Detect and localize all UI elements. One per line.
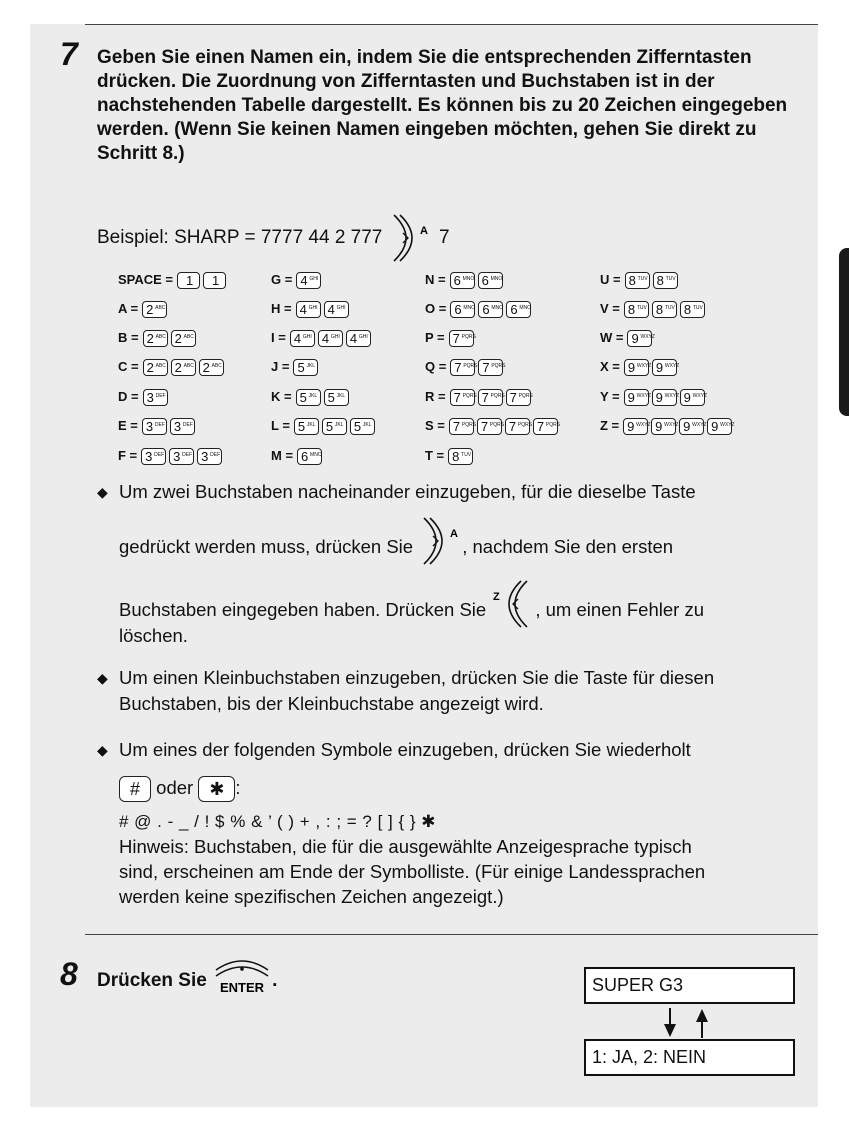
keymap-entry [271,270,324,290]
keymap-entry [600,299,708,319]
digit-key-number: 6 [301,449,309,465]
digit-key-number: 8 [656,273,664,289]
keymap-entry [425,328,477,348]
keymap-letter: X = [600,359,620,374]
digit-key-icon [680,301,705,318]
digit-key-letters: WXYZ [664,393,680,400]
symbol-list: # @ . - _ / ! $ % & ’ ( ) + , : ; = ? [ ] { } ✱ [119,812,436,831]
nav-left-z-icon [491,578,535,630]
keymap-entry [600,357,680,377]
example-prefix: Beispiel: SHARP = 7777 44 2 777 [97,227,383,248]
digit-key-letters: DEF [154,452,165,459]
keymap-letter: W = [600,330,624,345]
display-toggle-arrows-icon [655,1006,715,1040]
digit-key-number: 3 [173,449,181,465]
digit-key-letters: DEF [182,422,193,429]
bullet-1-line-3-pre: Buchstaben eingegeben haben. Drücken Sie [119,598,487,620]
digit-key-icon [143,359,168,376]
keymap-letter: B = [118,330,139,345]
digit-key-letters: WXYZ [664,363,680,370]
digit-key-number: 6 [481,273,489,289]
digit-key-number: 9 [655,360,664,376]
digit-key-icon [171,330,196,347]
digit-key-icon [477,418,505,435]
digit-key-icon [506,389,531,406]
digit-key-icon [324,389,349,406]
digit-key-number: 5 [327,390,335,406]
step-7-number: 7 [60,36,78,72]
digit-key-letters: PQRS [462,393,477,400]
bullet-2-line-1: Um einen Kleinbuchstaben einzugeben, drücken Sie die Taste für diesen [119,667,715,688]
digit-key-letters: GHI [302,334,312,341]
keymap-letter: I = [271,330,286,345]
keymap-letter: D = [118,389,139,404]
digit-key-number: 6 [454,302,462,318]
digit-key-icon [142,418,167,435]
digit-key-icon [624,389,652,406]
keymap-entry [600,328,655,348]
example-line [97,212,450,264]
digit-key-letters: PQRS [518,393,533,400]
keymap-entry [271,387,352,407]
digit-key-icon [318,330,343,347]
digit-key-icon [478,272,503,289]
digit-key-number: 7 [454,360,462,376]
svg-text:Z: Z [493,591,501,603]
digit-key-icon [448,448,473,465]
digit-key-letters: DEF [210,452,221,459]
digit-key-icon [449,418,477,435]
section-divider [85,934,818,935]
bullet-1-line-2-pre: gedrückt werden muss, drücken Sie [119,535,414,557]
star-key: ✱ [198,776,235,802]
digit-key-number: 4 [299,302,307,318]
digit-key-icon [177,272,200,289]
digit-key-number: 9 [655,419,663,435]
top-rule [85,24,818,25]
keymap-entry [118,446,225,466]
digit-key-icon [169,448,194,465]
digit-key-letters: MNO [463,305,475,312]
digit-key-letters: GHI [358,334,368,341]
digit-key-number: 7 [508,419,517,435]
keymap-entry [425,446,476,466]
digit-key-icon [478,389,503,406]
digit-key-letters: TUV [637,276,648,283]
keymap-letter: SPACE = [118,272,174,287]
digit-key-letters: ABC [155,334,166,341]
keymap-entry [425,416,561,436]
digit-key-icon [142,301,167,318]
nav-right-a-icon [388,212,434,264]
keymap-entry [118,357,227,377]
example-suffix: 7 [438,227,450,248]
digit-key-letters: TUV [664,305,675,312]
bullet-diamond-icon: ◆ [97,670,108,686]
digit-key-letters: TUV [665,276,676,283]
digit-key-letters: GHI [308,305,318,312]
digit-key-icon [294,418,319,435]
digit-key-letters: MNO [462,276,475,283]
keymap-entry [118,328,199,348]
digit-key-icon [652,359,680,376]
keymap-entry [600,416,735,436]
digit-key-letters: PQRS [461,334,476,341]
keymap-letter: E = [118,418,138,433]
digit-key-icon [651,418,679,435]
digit-key-letters: WXYZ [636,422,651,429]
digit-key-letters: MNO [519,305,531,312]
digit-key-icon [290,330,315,347]
keymap-letter: H = [271,301,292,316]
digit-key-number: 7 [452,331,460,347]
digit-key-icon [296,301,321,318]
bullet-1-line-1: Um zwei Buchstaben nacheinander einzugeben, für die dieselbe Taste [119,481,696,502]
digit-key-number: 4 [349,331,358,347]
keymap-letter: C = [118,359,139,374]
keymap-entry [600,387,708,407]
digit-key-icon [478,301,503,318]
digit-key-number: 7 [481,390,489,406]
digit-key-icon [625,272,650,289]
digit-key-letters: PQRS [490,393,505,400]
digit-key-letters: DEF [182,452,193,459]
digit-key-letters: ABC [183,363,194,370]
enter-key-icon [212,958,272,998]
digit-key-icon [449,330,474,347]
digit-key-letters: JKL [336,393,346,400]
step-8-text-post: . [272,970,278,992]
digit-key-number: 5 [299,390,307,406]
digit-key-number: 6 [510,302,518,318]
digit-key-letters: PQRS [463,363,478,370]
keymap-letter: O = [425,301,447,316]
digit-key-number: 5 [353,419,362,435]
digit-key-letters: GHI [330,334,340,341]
digit-key-letters: GHI [336,305,346,312]
digit-key-icon [293,359,318,376]
keymap-letter: L = [271,418,290,433]
svg-text:A: A [450,528,459,540]
bullet-1-line-3-post: , um einen Fehler zu [535,598,704,620]
digit-key-number: 7 [536,419,545,435]
digit-key-letters: JKL [334,422,344,429]
digit-key-number: 9 [683,419,691,435]
symbol-keys-line [119,775,241,802]
digit-key-letters: WXYZ [664,422,679,429]
keymap-letter: T = [425,448,445,463]
digit-key-number: 6 [453,273,461,289]
digit-key-number: 2 [146,331,154,347]
keymap-entry [118,387,171,407]
keymap-letter: S = [425,418,445,433]
digit-key-number: 6 [482,302,490,318]
step-8-instruction [97,964,277,998]
bullet-2-line-2: Buchstaben, bis der Kleinbuchstabe angezeigt wird. [119,693,544,714]
digit-key-letters: WXYZ [636,363,652,370]
digit-key-letters: PQRS [461,422,477,429]
digit-key-number: 5 [297,360,305,376]
keymap-letter: J = [271,359,290,374]
digit-key-number: 5 [297,419,306,435]
digit-key-letters: DEF [155,393,166,400]
digit-key-number: 1 [186,273,194,289]
digit-key-number: 2 [202,360,210,376]
note-line-2: sind, erscheinen am Ende der Symbolliste. (Für einige Landessprachen [119,861,706,882]
bullet-1-line-2-post: , nachdem Sie den ersten [462,535,674,557]
digit-key-icon [199,359,224,376]
svg-text:ENTER: ENTER [220,980,265,995]
digit-key-number: 7 [482,360,490,376]
digit-key-number: 9 [627,390,635,406]
digit-key-number: 8 [628,273,636,289]
digit-key-icon [652,389,680,406]
bullet-1-line-4: löschen. [119,625,188,646]
keymap-entry [118,299,170,319]
digit-key-letters: WXYZ [636,393,652,400]
keymap-letter: V = [600,301,620,316]
digit-key-number: 9 [627,419,635,435]
digit-key-letters: WXYZ [692,393,708,400]
digit-key-icon [450,301,475,318]
digit-key-icon [652,301,677,318]
digit-key-letters: JKL [308,393,318,400]
digit-key-letters: WXYZ [720,422,735,429]
digit-key-icon [680,389,708,406]
digit-key-icon [171,359,196,376]
digit-key-letters: MNO [310,452,322,459]
bullet-1-line-2 [119,529,673,567]
bullet-3-line-1: Um eines der folgenden Symbole einzugeben, drücken Sie wiederholt [119,739,691,760]
keymap-letter: Q = [425,359,447,374]
colon-text: : [235,777,241,798]
keymap-entry [425,270,506,290]
digit-key-letters: PQRS [545,422,561,429]
digit-key-letters: ABC [155,305,166,312]
digit-key-number: 9 [631,331,639,347]
digit-key-number: 5 [325,419,334,435]
digit-key-icon [350,418,375,435]
step-7-instruction: Geben Sie einen Namen ein, indem Sie die entsprechenden Zifferntasten drücken. Die Zuordnung von Zifferntasten und Buchstaben ist in der nachstehenden Tabelle dargestellt. Es können bis zu 20 Zeichen eingegeben werden. (Wenn Sie keinen Namen eingeben möchten, gehen Sie direkt zu Schritt 8.) [97,47,788,164]
keymap-letter: Z = [600,418,620,433]
digit-key-letters: WXYZ [640,334,655,341]
bullet-diamond-icon: ◆ [97,484,108,500]
digit-key-number: 3 [173,419,182,435]
digit-key-letters: MNO [490,276,503,283]
digit-key-icon [297,448,322,465]
digit-key-icon [324,301,349,318]
digit-key-icon [143,389,168,406]
digit-key-icon [478,359,506,376]
keymap-letter: U = [600,272,621,287]
bullet-diamond-icon: ◆ [97,742,108,758]
digit-key-number: 3 [145,419,154,435]
keymap-letter: Y = [600,389,620,404]
digit-key-number: 8 [655,302,664,318]
digit-key-icon [141,448,166,465]
digit-key-number: 2 [174,331,182,347]
digit-key-icon [533,418,561,435]
digit-key-icon [450,359,478,376]
digit-key-letters: ABC [183,334,194,341]
or-text: oder [156,777,194,798]
digit-key-number: 3 [201,449,209,465]
hash-key: # [119,776,151,802]
keymap-letter: R = [425,389,446,404]
digit-key-number: 9 [655,390,663,406]
digit-key-icon [623,418,651,435]
keymap-entry [271,416,378,436]
digit-key-icon [296,272,321,289]
digit-key-icon [346,330,371,347]
keymap-entry [425,357,506,377]
keymap-entry [118,416,198,436]
bullet-1-line-3 [119,592,704,630]
digit-key-number: 8 [452,449,460,465]
digit-key-number: 7 [480,419,489,435]
digit-key-letters: TUV [692,305,703,312]
digit-key-number: 8 [627,302,636,318]
digit-key-number: 3 [146,390,154,406]
digit-key-icon [627,330,655,347]
digit-key-letters: PQRS [517,422,533,429]
digit-key-letters: MNO [491,305,503,312]
digit-key-icon [450,389,475,406]
digit-key-icon [624,359,652,376]
digit-key-number: 9 [627,360,636,376]
keymap-letter: G = [271,272,293,287]
digit-key-number: 2 [174,360,182,376]
digit-key-number: 4 [327,302,335,318]
keymap-entry [271,299,352,319]
digit-key-icon [679,418,707,435]
section-tab-marker [839,248,849,416]
nav-right-a-icon [418,515,462,567]
svg-text:A: A [419,225,428,237]
keymap-entry [425,387,534,407]
keymap-letter: A = [118,301,139,316]
digit-key-number: 4 [321,331,330,347]
digit-key-number: 2 [146,302,154,318]
digit-key-number: 2 [146,360,154,376]
note-line-3: werden keine spezifischen Zeichen angezeigt.) [119,886,504,907]
digit-key-letters: TUV [461,452,472,459]
keymap-letter: P = [425,330,445,345]
keymap-letter: F = [118,448,138,463]
display-line-1: SUPER G3 [584,967,795,1004]
digit-key-icon [653,272,678,289]
digit-key-icon [624,301,649,318]
digit-key-number: 7 [509,390,517,406]
digit-key-letters: WXYZ [692,422,707,429]
digit-key-icon [505,418,533,435]
digit-key-letters: PQRS [491,363,506,370]
digit-key-icon [203,272,226,289]
digit-key-letters: ABC [155,363,166,370]
keymap-letter: N = [425,272,446,287]
digit-key-icon [170,418,195,435]
digit-key-number: 7 [452,419,461,435]
display-line-2: 1: JA, 2: NEIN [584,1039,795,1076]
keymap-entry [425,299,534,319]
digit-key-icon [143,330,168,347]
keymap-letter: M = [271,448,294,463]
digit-key-number: 4 [293,331,302,347]
keymap-entry [271,328,374,348]
keymap-entry [600,270,681,290]
digit-key-number: 1 [212,273,220,289]
step-8-number: 8 [60,956,78,992]
digit-key-number: 9 [683,390,691,406]
keymap-entry [271,446,325,466]
digit-key-letters: GHI [309,276,319,283]
digit-key-letters: ABC [211,363,222,370]
step-8-text-pre: Drücken Sie [97,970,207,992]
digit-key-icon [296,389,321,406]
digit-key-icon [707,418,735,435]
digit-key-letters: JKL [306,422,316,429]
digit-key-icon [450,272,475,289]
digit-key-number: 7 [453,390,461,406]
keymap-letter: K = [271,389,292,404]
digit-key-letters: TUV [636,305,647,312]
digit-key-number: 9 [711,419,719,435]
note-line-1: Hinweis: Buchstaben, die für die ausgewählte Anzeigesprache typisch [119,836,692,857]
digit-key-number: 8 [683,302,692,318]
digit-key-icon [197,448,222,465]
digit-key-icon [506,301,531,318]
digit-key-letters: PQRS [489,422,505,429]
digit-key-number: 4 [300,273,308,289]
digit-key-letters: DEF [154,422,165,429]
digit-key-icon [322,418,347,435]
keymap-entry [118,270,229,290]
digit-key-letters: JKL [306,363,316,370]
digit-key-letters: JKL [362,422,372,429]
digit-key-number: 3 [145,449,153,465]
keymap-entry [271,357,321,377]
